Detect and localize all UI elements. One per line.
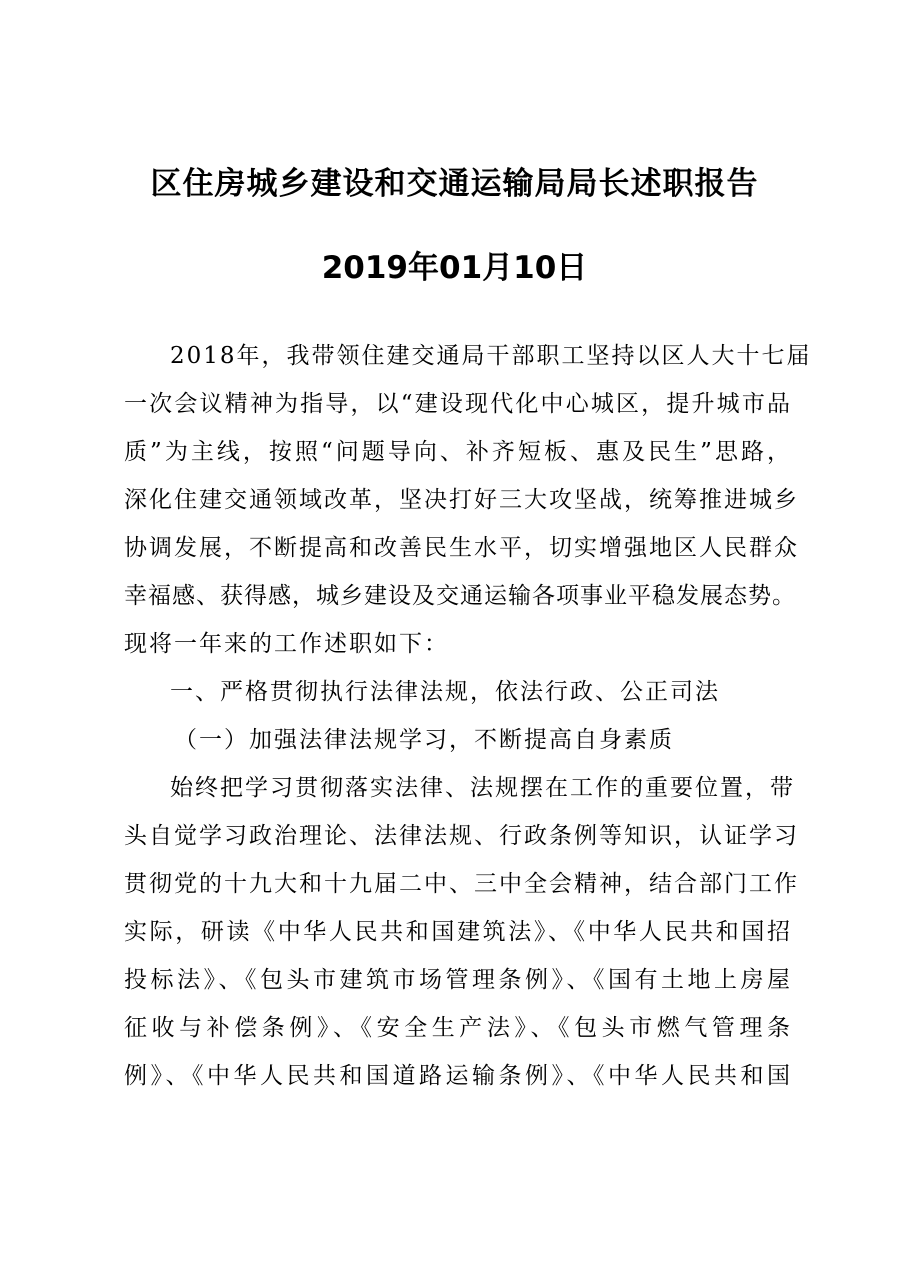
paragraph-line: 深化住建交通领域改革，坚决打好三大攻坚战，统筹推进城乡 xyxy=(124,487,799,513)
paragraph-line: 一次会议精神为指导，以“建设现代化中心城区，提升城市品 xyxy=(124,391,792,417)
paragraph-line: 例》、《中华人民共和国道路运输条例》、《中华人民共和国 xyxy=(124,1063,792,1089)
document-date: 2019年01月10日 xyxy=(321,250,588,286)
paragraph-line: 始终把学习贯彻落实法律、法规摆在工作的重要位置，带 xyxy=(170,775,795,801)
section-heading: 一、严格贯彻执行法律法规，依法行政、公正司法 xyxy=(170,679,720,705)
paragraph-line: 实际，研读《中华人民共和国建筑法》、《中华人民共和国招 xyxy=(124,919,792,945)
paragraph-line: 幸福感、获得感，城乡建设及交通运输各项事业平稳发展态势。 xyxy=(124,583,796,609)
paragraph-line: 头自觉学习政治理论、法律法规、行政条例等知识，认证学习 xyxy=(124,823,799,849)
document-body xyxy=(124,332,824,1100)
paragraph-line: 质”为主线，按照“问题导向、补齐短板、惠及民生”思路， xyxy=(124,439,792,465)
subsection-heading: （一）加强法律法规学习，不断提高自身素质 xyxy=(174,727,674,753)
paragraph-line: 贯彻党的十九大和十九届二中、三中全会精神，结合部门工作 xyxy=(124,871,799,897)
document-title: 区住房城乡建设和交通运输局局长述职报告 xyxy=(150,166,759,202)
paragraph-line: 协调发展，不断提高和改善民生水平，切实增强地区人民群众 xyxy=(124,535,799,561)
paragraph-line: 现将一年来的工作述职如下： xyxy=(124,631,449,657)
paragraph-line: 征收与补偿条例》、《安全生产法》、《包头市燃气管理条 xyxy=(124,1015,792,1041)
paragraph-line: 2018年，我带领住建交通局干部职工坚持以区人大十七届 xyxy=(170,343,812,369)
paragraph-line: 投标法》、《包头市建筑市场管理条例》、《国有土地上房屋 xyxy=(124,967,792,993)
